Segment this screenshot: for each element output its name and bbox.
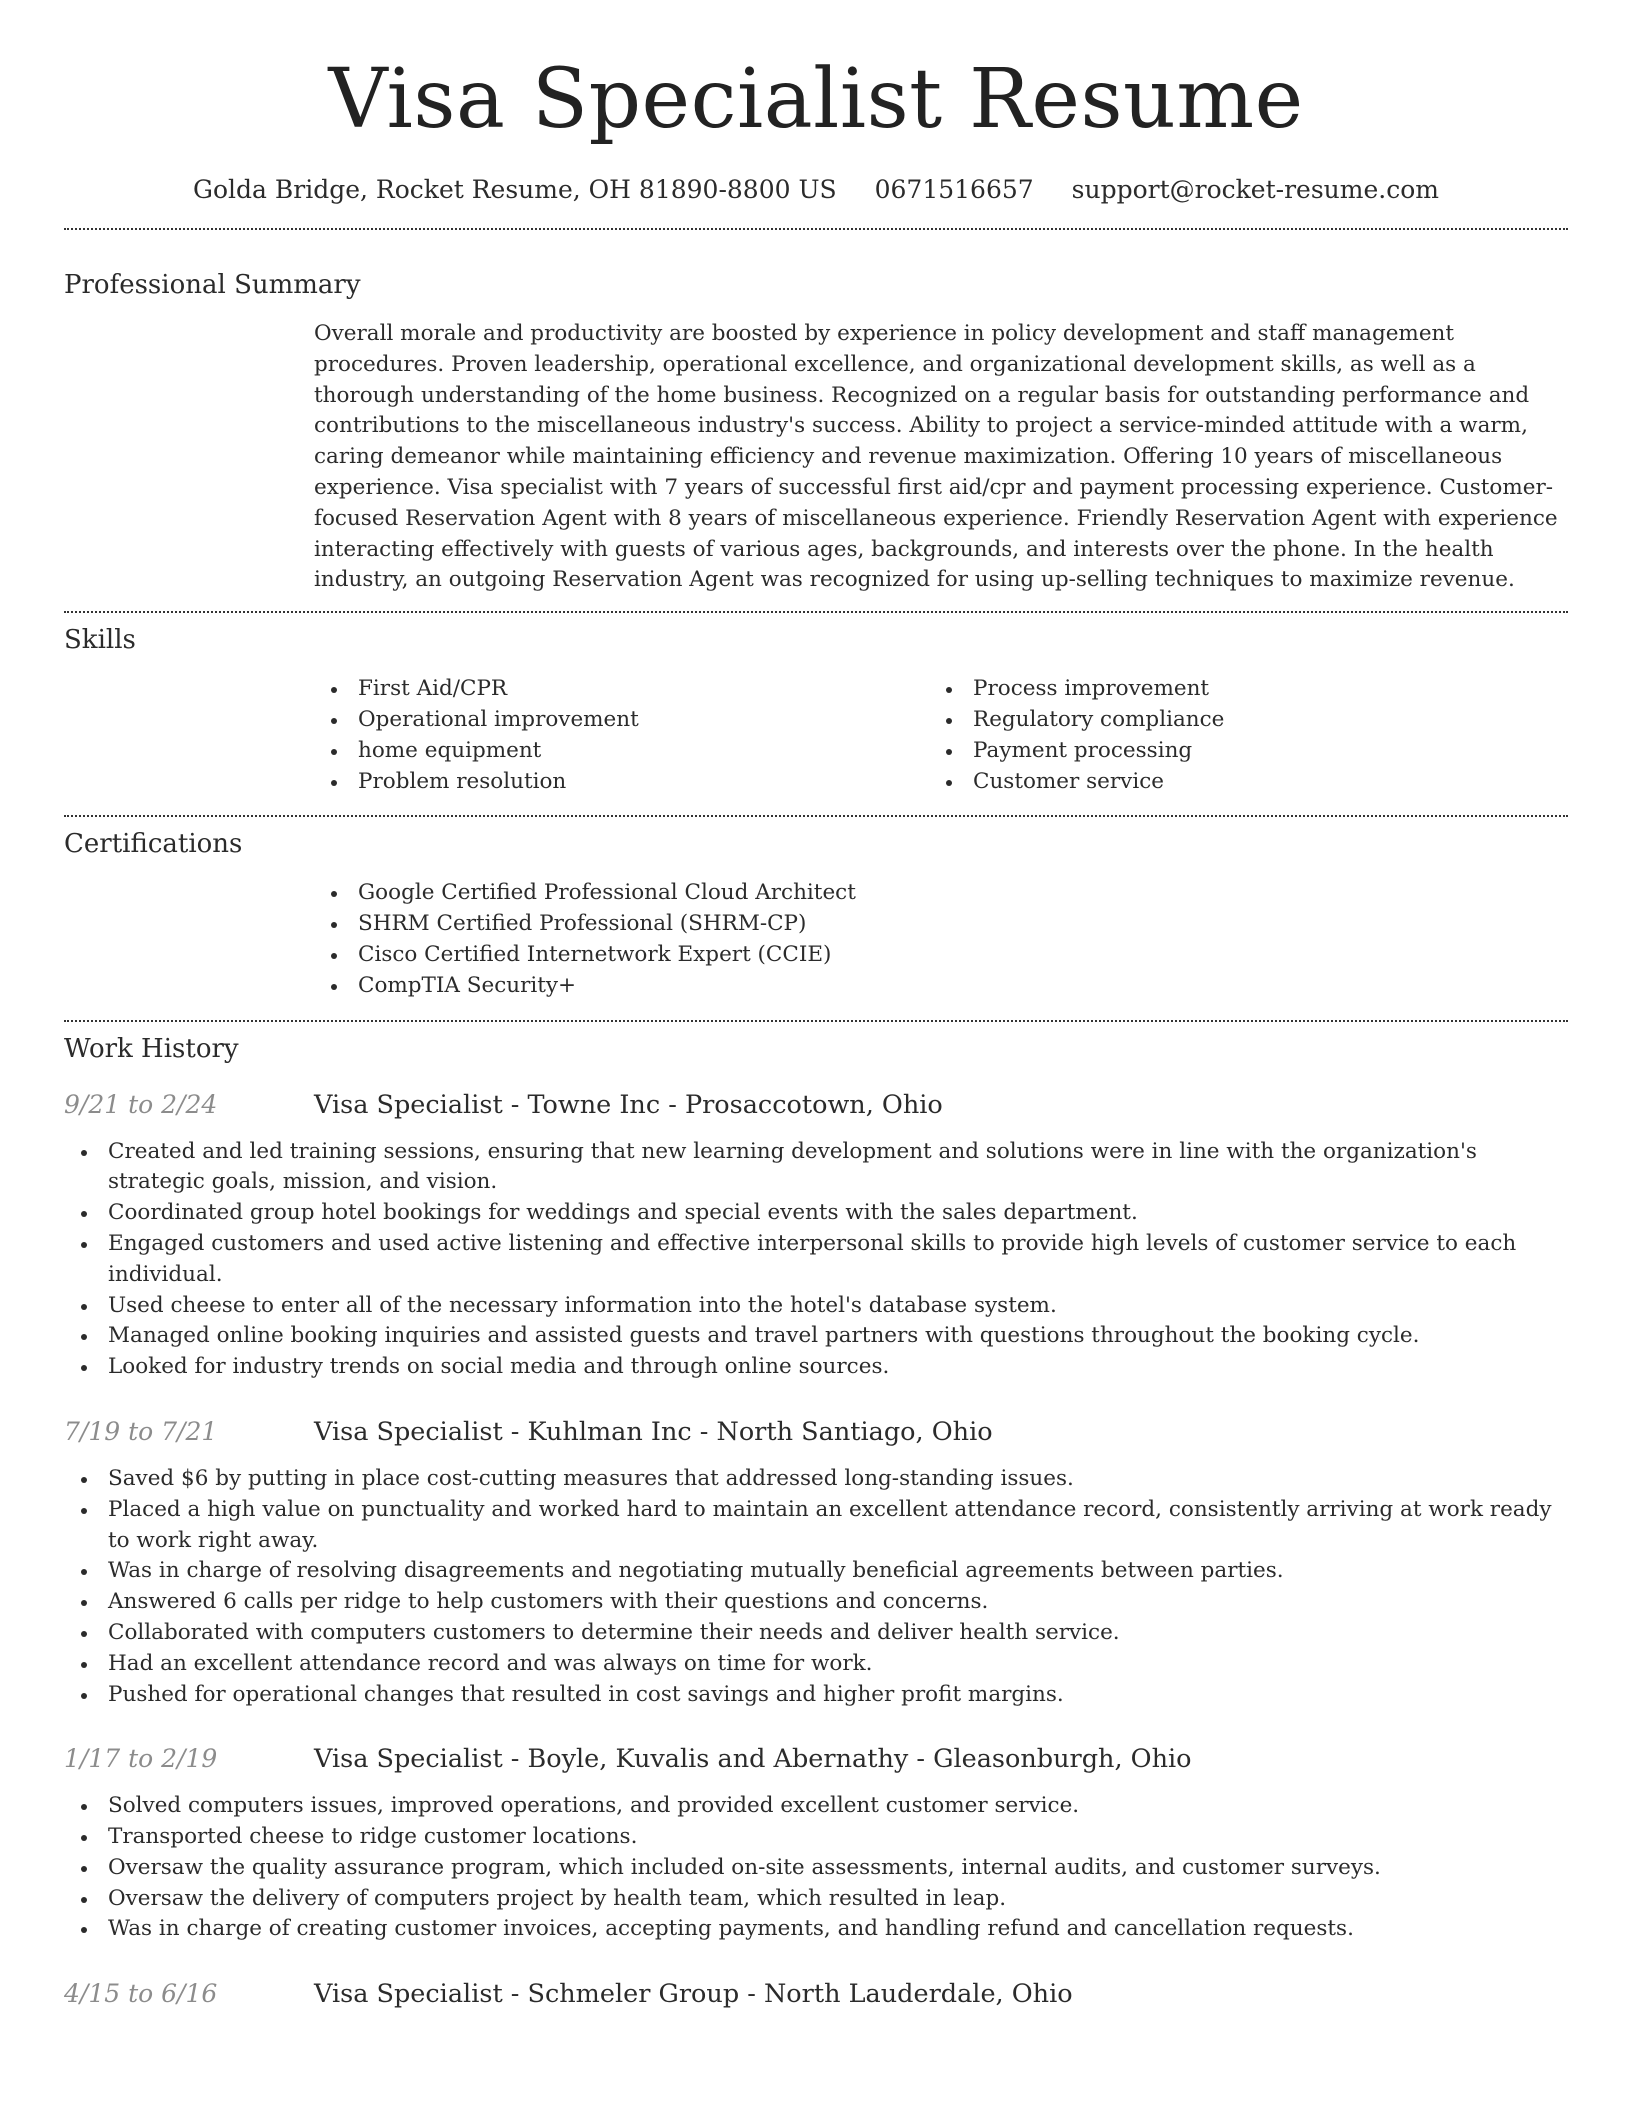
certifications-list: [314, 878, 1568, 1001]
divider: [64, 815, 1568, 817]
skills-grid: [314, 674, 1568, 797]
contact-info: [64, 174, 1568, 206]
divider: [64, 228, 1568, 230]
job-title: Visa Specialist - Kuhlman Inc - North Santiago, Ohio: [314, 1416, 993, 1447]
list-item: Problem resolution: [314, 767, 929, 798]
professional-summary-section: [64, 268, 1568, 596]
list-item: Used cheese to enter all of the necessary information into the hotel's database system.: [64, 1291, 1568, 1322]
section-heading: Certifications: [64, 829, 243, 860]
list-item: Oversaw the quality assurance program, which included on-site assessments, internal audits, and customer surveys.: [64, 1853, 1568, 1884]
list-item: Was in charge of resolving disagreements and negotiating mutually beneficial agreements between parties.: [64, 1556, 1568, 1587]
list-item: First Aid/CPR: [314, 674, 929, 705]
job-entry: [64, 1977, 1568, 2011]
list-item: Answered 6 calls per ridge to help customers with their questions and concerns.: [64, 1587, 1568, 1618]
list-item: Customer service: [929, 767, 1544, 798]
divider: [64, 611, 1568, 613]
contact-email: support@rocket-resume.com: [1071, 175, 1439, 204]
job-dates: 7/19 to 7/21: [64, 1416, 218, 1446]
list-item: Solved computers issues, improved operations, and provided excellent customer service.: [64, 1791, 1568, 1822]
list-item: Looked for industry trends on social media and through online sources.: [64, 1352, 1568, 1383]
list-item: Google Certified Professional Cloud Architect: [314, 878, 1568, 909]
job-dates: 9/21 to 2/24: [64, 1089, 218, 1119]
job-entry: [64, 1742, 1568, 1945]
list-item: Oversaw the delivery of computers project by health team, which resulted in leap.: [64, 1884, 1568, 1915]
section-heading: Work History: [64, 1033, 239, 1064]
job-dates: 1/17 to 2/19: [64, 1744, 218, 1774]
job-bullets: [64, 1464, 1568, 1710]
contact-phone: 0671516657: [874, 175, 1034, 204]
section-heading: Professional Summary: [64, 270, 361, 300]
page-title: Visa Specialist Resume: [328, 52, 1304, 147]
list-item: Placed a high value on punctuality and worked hard to maintain an excellent attendance record, consistently arriving at work ready to work right away.: [64, 1495, 1568, 1557]
list-item: Saved $6 by putting in place cost-cutting measures that addressed long-standing issues.: [64, 1464, 1568, 1495]
list-item: Engaged customers and used active listening and effective interpersonal skills to provide high levels of customer service to each individual.: [64, 1229, 1568, 1291]
skills-list-left: [314, 674, 929, 797]
list-item: Coordinated group hotel bookings for weddings and special events with the sales department.: [64, 1198, 1568, 1229]
job-bullets: [64, 1137, 1568, 1383]
work-history-section: [64, 1032, 1568, 2012]
job-title: Visa Specialist - Towne Inc - Prosaccotown, Ohio: [314, 1089, 943, 1120]
skills-section: [64, 623, 1568, 797]
list-item: Cisco Certified Internetwork Expert (CCIE): [314, 940, 1568, 971]
list-item: CompTIA Security+: [314, 971, 1568, 1002]
list-item: SHRM Certified Professional (SHRM-CP): [314, 909, 1568, 940]
section-heading: Skills: [64, 625, 136, 656]
resume-page: [64, 0, 1568, 2011]
certifications-section: [64, 827, 1568, 1001]
list-item: Created and led training sessions, ensuring that new learning development and solutions were in line with the organization's strategic goals, mission, and vision.: [64, 1137, 1568, 1199]
list-item: Was in charge of creating customer invoices, accepting payments, and handling refund and cancellation requests.: [64, 1914, 1568, 1945]
list-item: Collaborated with computers customers to determine their needs and deliver health service.: [64, 1618, 1568, 1649]
list-item: home equipment: [314, 736, 929, 767]
contact-address: Golda Bridge, Rocket Resume, OH 81890-8800 US: [193, 175, 837, 204]
job-title: Visa Specialist - Schmeler Group - North Lauderdale, Ohio: [314, 1979, 1073, 2010]
skills-list-right: [929, 674, 1544, 797]
job-dates: 4/15 to 6/16: [64, 1979, 218, 2009]
divider: [64, 1020, 1568, 1022]
summary-text: Overall morale and productivity are boosted by experience in policy development and staff management procedures. Proven leadership, operational excellence, and organizational development skills, as well as a thorough understanding of the home business. Recognized on a regular basis for outstanding performance and contributions to the miscellaneous industry's success. Ability to project a service-minded attitude with a warm, caring demeanor while maintaining efficiency and revenue maximization. Offering 10 years of miscellaneous experience. Visa specialist with 7 years of successful first aid/cpr and payment processing experience. Customer-focused Reservation Agent with 8 years of miscellaneous experience. Friendly Reservation Agent with experience interacting effectively with guests of various ages, backgrounds, and interests over the phone. In the health industry, an outgoing Reservation Agent was recognized for using up-selling techniques to maximize revenue.: [314, 321, 1558, 593]
list-item: Process improvement: [929, 674, 1544, 705]
list-item: Payment processing: [929, 736, 1544, 767]
list-item: Had an excellent attendance record and was always on time for work.: [64, 1649, 1568, 1680]
list-item: Operational improvement: [314, 705, 929, 736]
list-item: Regulatory compliance: [929, 705, 1544, 736]
job-entry: [64, 1088, 1568, 1383]
list-item: Managed online booking inquiries and assisted guests and travel partners with questions throughout the booking cycle.: [64, 1321, 1568, 1352]
list-item: Transported cheese to ridge customer locations.: [64, 1822, 1568, 1853]
job-title: Visa Specialist - Boyle, Kuvalis and Abernathy - Gleasonburgh, Ohio: [314, 1744, 1192, 1775]
job-bullets: [64, 1791, 1568, 1945]
job-entry: [64, 1415, 1568, 1710]
list-item: Pushed for operational changes that resulted in cost savings and higher profit margins.: [64, 1680, 1568, 1711]
